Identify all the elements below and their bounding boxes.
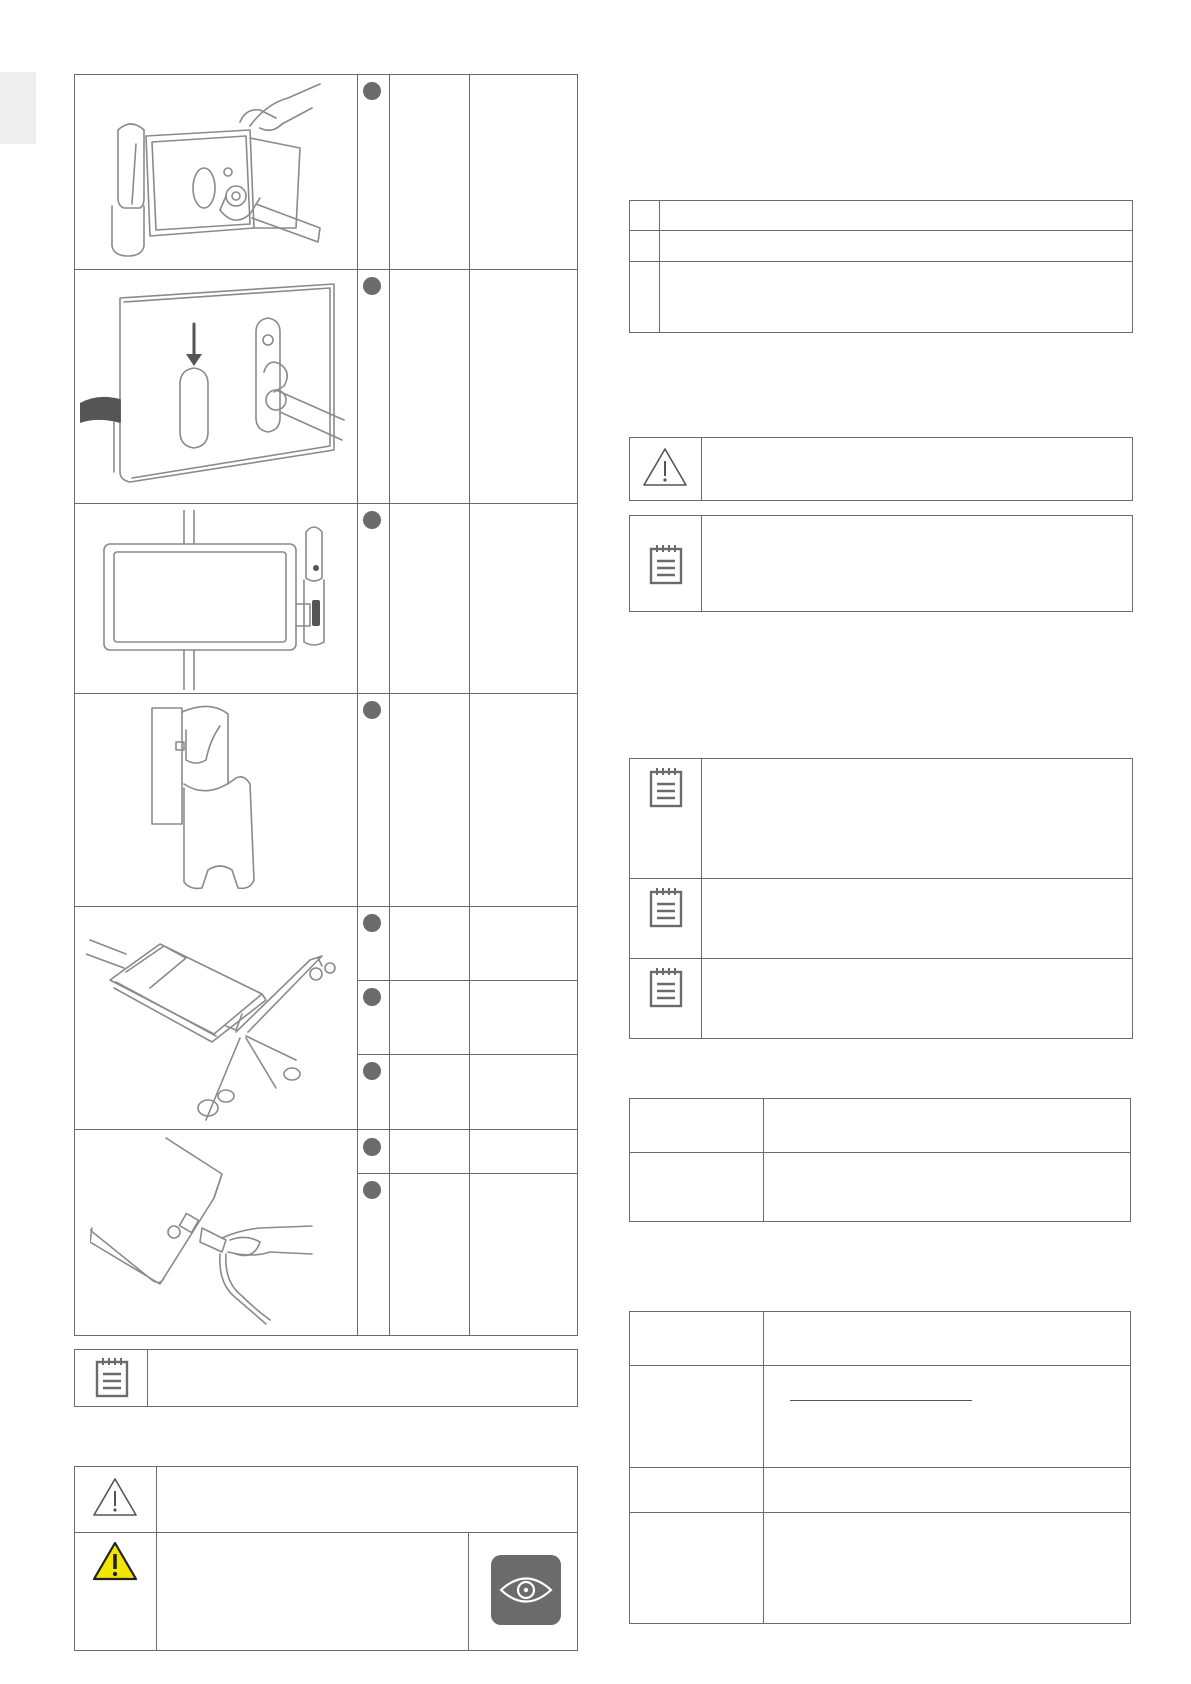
step-badge: [363, 1138, 381, 1156]
illustration-cart: [86, 910, 350, 1126]
warning-triangle-icon: [642, 446, 688, 488]
notepad-icon: [648, 766, 684, 810]
notepad-icon: [648, 543, 684, 587]
info-table-1: [629, 200, 1133, 333]
notepad-icon: [94, 1356, 130, 1400]
step-badge: [363, 1062, 381, 1080]
notepad-icon: [648, 886, 684, 930]
warning-triangle-icon: [92, 1476, 138, 1518]
step-badge: [363, 277, 381, 295]
illustration-plate-slide: [80, 272, 352, 500]
step-badge: [363, 914, 381, 932]
step-badge: [363, 1181, 381, 1199]
step-badge: [363, 988, 381, 1006]
step-badge: [363, 511, 381, 529]
link-underline[interactable]: [790, 1400, 972, 1401]
section-tab: [0, 72, 36, 144]
note-box-right: [629, 515, 1133, 612]
illustration-power-cable: [90, 1134, 330, 1330]
notepad-icon: [648, 966, 684, 1010]
caution-yellow-icon: [92, 1540, 138, 1582]
step-badge: [363, 82, 381, 100]
spec-table-1: [629, 1098, 1131, 1222]
notes-stack: [629, 758, 1133, 1039]
eye-icon: [491, 1555, 561, 1625]
note-box: [74, 1349, 578, 1407]
illustration-handle-mount: [100, 78, 340, 263]
step-badge: [363, 701, 381, 719]
illustration-holder: [146, 700, 286, 900]
illustration-monitor: [100, 510, 348, 690]
warning-box-right: [629, 437, 1133, 501]
